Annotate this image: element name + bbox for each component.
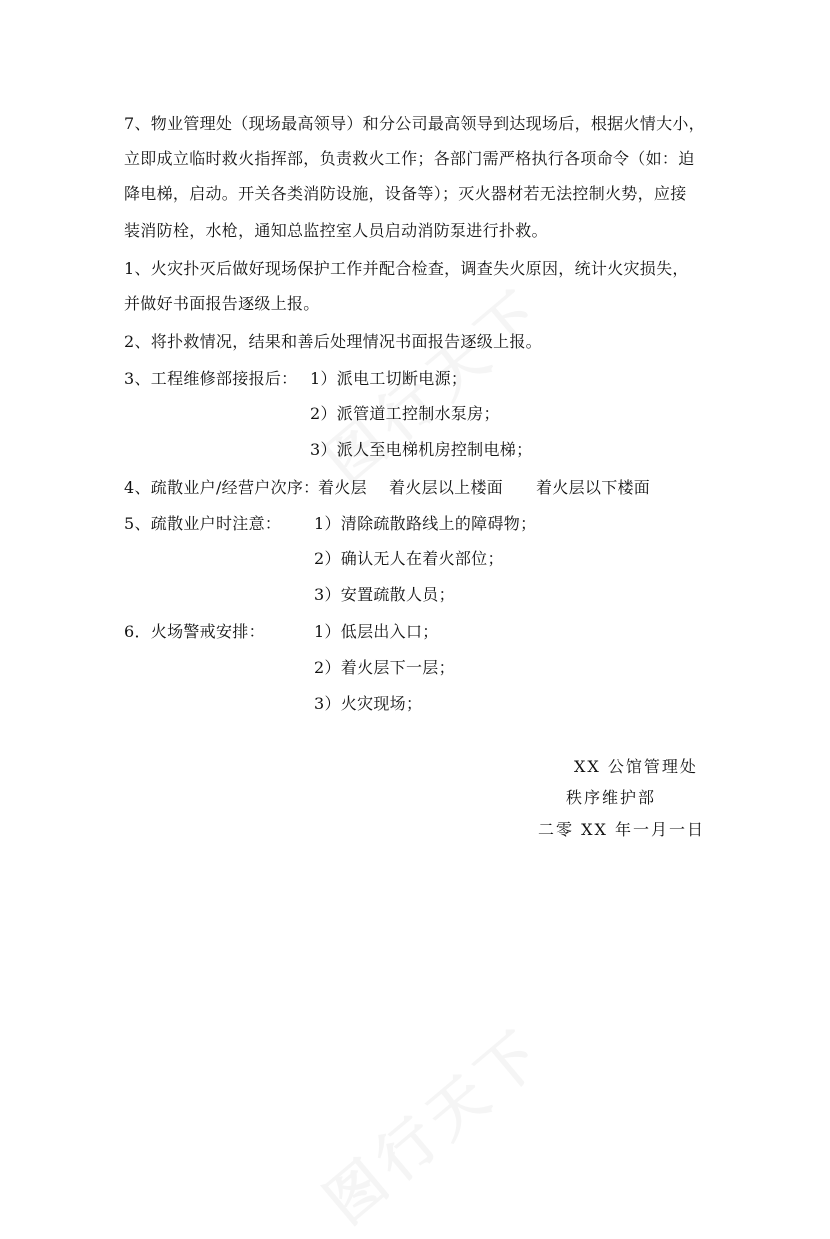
signature-date: 二零 XX 年一月一日: [538, 820, 705, 839]
signature-dept: 秩序维护部: [566, 788, 657, 807]
item7-line-4: 装消防栓，水枪，通知总监控室人员启动消防泵进行扑救。: [124, 221, 548, 240]
item1-line-2: 并做好书面报告逐级上报。: [124, 294, 320, 313]
item2-line: 2、将扑救情况，结果和善后处理情况书面报告逐级上报。: [124, 332, 542, 351]
item5-sub-2: 2）确认无人在着火部位；: [314, 549, 504, 568]
item4-label: 4、疏散业户/经营户次序：: [124, 478, 320, 497]
watermark: [304, 1005, 560, 1239]
item6-sub-1: 1）低层出入口；: [314, 622, 439, 641]
item5-sub-3: 3）安置疏散人员；: [314, 585, 455, 604]
item6-sub-3: 3）火灾现场；: [314, 694, 423, 713]
item5-label: 5、疏散业户时注意：: [124, 514, 282, 533]
item4-order-2: 着火层以上楼面: [389, 478, 504, 497]
item5-sub-1: 1）清除疏散路线上的障碍物；: [314, 514, 537, 533]
item7-line-3: 降电梯，启动。开关各类消防设施，设备等）；灭火器材若无法控制火势，应接: [124, 184, 687, 203]
signature-org: XX 公馆管理处: [574, 757, 698, 776]
item7-line-1: 7、物业管理处（现场最高领导）和分公司最高领导到达现场后，根据火情大小，: [124, 114, 705, 133]
item4-order-3: 着火层以下楼面: [536, 478, 651, 497]
item3-sub-2: 2）派管道工控制水泵房；: [310, 404, 500, 423]
item6-sub-2: 2）着火层下一层；: [314, 658, 455, 677]
item6-label: 6．火场警戒安排：: [124, 622, 265, 641]
item7-line-2: 立即成立临时救火指挥部，负责救火工作；各部门需严格执行各项命令（如：迫: [124, 149, 695, 168]
item3-label: 3、工程维修部接报后：: [124, 369, 298, 388]
item3-sub-1: 1）派电工切断电源；: [310, 369, 468, 388]
item4-order-1: 着火层: [318, 478, 367, 497]
item3-sub-3: 3）派人至电梯机房控制电梯；: [310, 440, 533, 459]
item1-line-1: 1、火灾扑灭后做好现场保护工作并配合检查，调查失火原因，统计火灾损失，: [124, 259, 689, 278]
